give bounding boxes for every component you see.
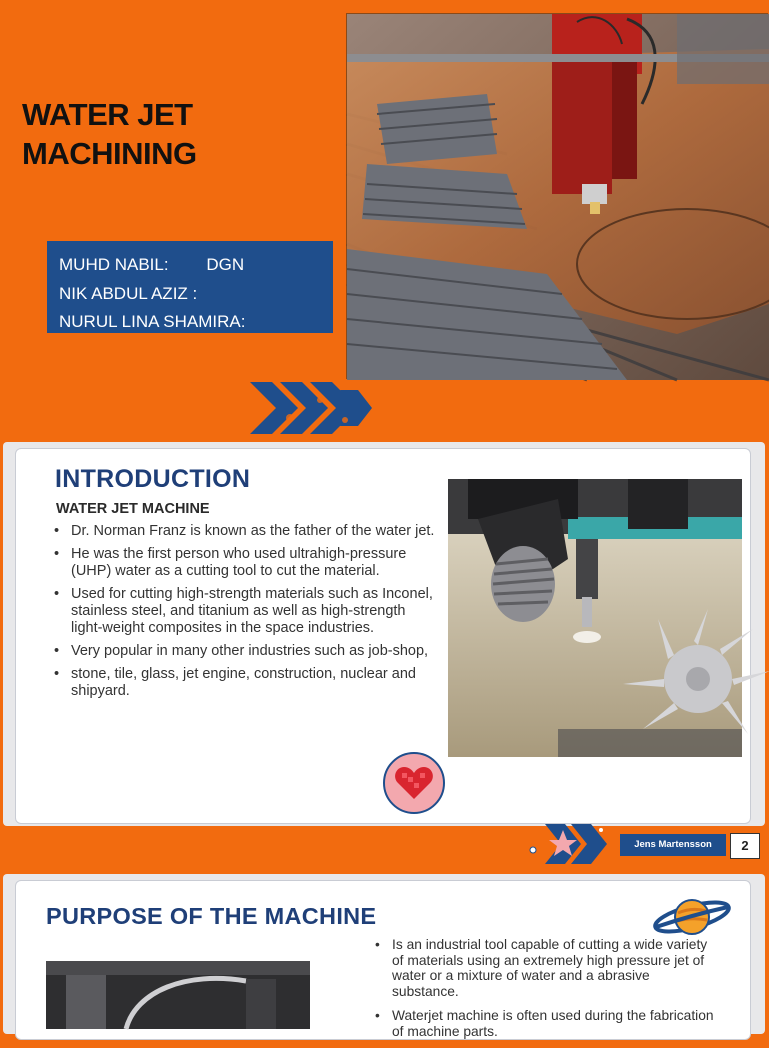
- stripe-decoration-icon: [250, 378, 375, 438]
- bullet-text: Dr. Norman Franz is known as the father of the water jet.: [71, 523, 435, 539]
- bullet-icon: •: [54, 523, 60, 539]
- purpose-heading: PURPOSE OF THE MACHINE: [46, 903, 377, 929]
- saturn-icon: [652, 889, 732, 945]
- slide-content: [15, 448, 751, 824]
- slide-title: [0, 0, 768, 440]
- bullet-icon: •: [54, 586, 60, 602]
- bullet-text: Used for cutting high-strength materials such as Inconel, stainless steel, and titanium as well as high-strength light-weight composites in the space industries.: [71, 586, 433, 636]
- list-item: [54, 643, 439, 660]
- author-names-box: [47, 241, 333, 333]
- bullet-text: stone, tile, glass, jet engine, construction, nuclear and shipyard.: [71, 666, 416, 699]
- list-item: [54, 586, 439, 637]
- bullet-text: Very popular in many other industries such as job-shop,: [71, 643, 429, 659]
- list-item: [375, 937, 715, 999]
- bullet-icon: •: [375, 937, 380, 952]
- bullet-icon: •: [54, 546, 60, 562]
- waterjet-machine-photo-illustration: [46, 961, 310, 1029]
- author-name: MUHD NABIL: DGN: [59, 255, 245, 274]
- page-number: 2: [730, 833, 760, 859]
- purpose-bullet-list: [375, 937, 715, 1048]
- slide-introduction: [0, 440, 768, 870]
- title-line-1: WATER JET: [22, 97, 193, 132]
- list-item: [54, 523, 439, 540]
- waterjet-nozzle-photo-illustration: [448, 479, 742, 757]
- list-item: [54, 666, 439, 700]
- title-line-2: MACHINING: [22, 136, 197, 171]
- slide-card: [3, 442, 765, 826]
- bullet-icon: •: [375, 1008, 380, 1023]
- slide-content: [15, 880, 751, 1040]
- bullet-text: He was the first person who used ultrahigh-pressure (UHP) water as a cutting tool to cut the material.: [71, 546, 407, 579]
- waterjet-cutting-photo-illustration: [347, 14, 769, 380]
- footer-author-name: Jens Martensson: [620, 834, 726, 856]
- introduction-bullet-list: [54, 523, 439, 706]
- introduction-heading: INTRODUCTION: [55, 465, 251, 493]
- bullet-icon: •: [54, 643, 60, 659]
- introduction-subheading: WATER JET MACHINE: [56, 501, 210, 517]
- author-name: NURUL LINA SHAMIRA:: [59, 312, 246, 331]
- slide-purpose: [0, 870, 768, 1039]
- list-item: [375, 1008, 715, 1039]
- bullet-text: Is an industrial tool capable of cutting a wide variety of materials using an extremely high pressure jet of water or a mixture of water and a abrasive substance.: [392, 937, 708, 999]
- slide-card: [3, 874, 765, 1039]
- heart-sticker-icon: [382, 751, 446, 815]
- author-name: NIK ABDUL AZIZ :: [59, 283, 198, 303]
- bullet-text: Waterjet machine is often used during the fabrication of machine parts.: [392, 1008, 714, 1039]
- star-cluster-icon: [525, 820, 625, 868]
- waterjet-machine-photo: [46, 961, 310, 1029]
- list-item: [54, 546, 439, 580]
- waterjet-cutting-photo: [346, 13, 768, 379]
- slide-title-heading: [22, 95, 197, 173]
- waterjet-nozzle-photo: [448, 479, 742, 757]
- bullet-icon: •: [54, 666, 60, 682]
